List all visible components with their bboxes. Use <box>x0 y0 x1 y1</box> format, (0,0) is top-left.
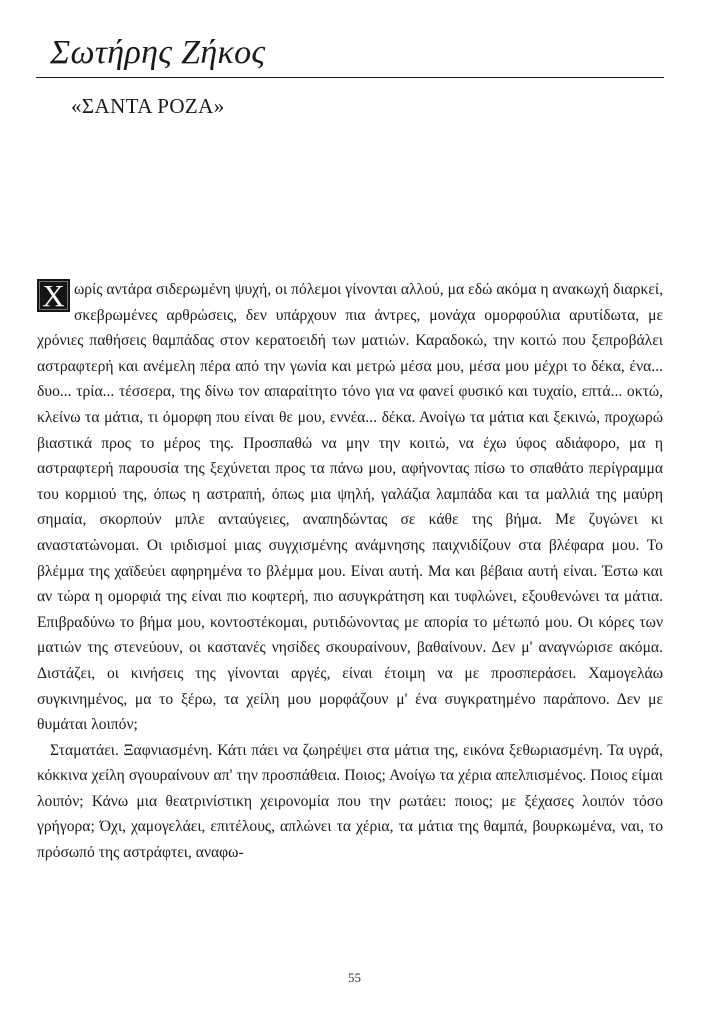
paragraph-2: Σταματάει. Ξαφνιασμένη. Κάτι πάει να ζωηρέψει στα μάτια της, εικόνα ξεθωριασμένη. Τα υγρά, κόκκινα χείλη σγουραίνουν απ' την προσπάθεια. Ποιος; Ανοίγω τα χέρια απελπισμένος. Ποιος είμαι λοιπόν; Κάνω μια θεατρινίστικη χειρονομία που την ρωτάει: ποιος; με ξέχασες λοιπόν τόσο γρήγορα; Όχι, χαμογελάει, επιτέλους, απλώνει τα χέρια, τα μάτια της θαμπά, βουρκωμένα, ναι, το πρόσωπό της αστράφτει, αναφω- <box>37 741 663 862</box>
author-name: Σωτήρης Ζήκος <box>50 34 266 71</box>
paragraph-1-text: ωρίς αντάρα σιδερωμένη ψυχή, οι πόλεμοι γίνονται αλλού, μα εδώ ακόμα η ανακωχή διαρκεί, σκεβρωμένες αρθρώσεις, δεν υπάρχουν πια άντρες, μονάχα ομορφούλια αρυτίδωτα, με χρόνιες παθήσεις θαμπάδας στον κερατοειδή των ματιών. Καραδοκώ, την κοιτώ που ξεπροβάλει αστραφτερή και ανέμελη πέρα από την γωνία και μετρώ μέσα μου, μέσα μου μέχρι το δέκα, ένα... δυο... τρία... τέσσερα, της δίνω τον απαραίτητο τόνο για να φανεί φυσικό και τυχαίο, επτά... οκτώ, κλείνω τα μάτια, τι όμορφη που είναι θε μου, εννέα... δέκα. Ανοίγω τα μάτια και ξεκινώ, προχωρώ βιαστικά προς το μέρος της. Προσπαθώ να μην την κοιτώ, να έχω ύφος αδιάφορο, μα η αστραφτερή παρουσία της ξεχύνεται προς τα πάνω μου, αφήνοντας πίσω το σπαθάτο περίγραμμα του κορμιού της, όπως η αστραπή, όπως μια ψηλή, γαλάζια λαμπάδα και τα μαλλιά της μαύρη σημαία, σκορπούν μπλε ανταύγειες, αναπηδώντας σε κάθε της βήμα. Με ζυγώνει κι αναστατώνομαι. Οι ιριδισμοί μιας συγχισμένης ανάμνησης παιχνιδίζουν στα βλέφαρα μου. Το βλέμμα της χαϊδεύει αφηρημένα το βλέμμα μου. Είναι αυτή. Μα και βέβαια αυτή είναι. Έστω και αν τώρα η ομορφιά της είναι πιο κοφτερή, πιο ασυγκράτηση και τυφλώνει, εξουθενώνει τα μάτια. Επιβραδύνω το βήμα μου, κοντοστέκομαι, ρυτιδώνοντας με απορία το μέτωπό μου. Οι κόρες των ματιών της στενεύουν, οι καστανές νησίδες σκουραίνουν, βαθαίνουν. Δεν μ' αναγνώρισε ακόμα. Διστάζει, οι κινήσεις της γίνονται αργές, είναι έτοιμη να με προσπεράσει. Χαμογελάω συγκινημένος, μα το ξέρω, τα χείλη μου μορφάζουν μ' ένα συγκρατημένο παράπονο. Δεν με θυμάται λοιπόν; <box>37 281 663 734</box>
story-body <box>37 277 663 866</box>
drop-cap: Χ <box>37 279 70 312</box>
paragraph-1 <box>37 277 663 738</box>
page-number: 55 <box>348 970 361 985</box>
header-rule <box>36 77 664 78</box>
story-title: «ΣΑΝΤΑ ΡΟΖΑ» <box>71 94 225 118</box>
